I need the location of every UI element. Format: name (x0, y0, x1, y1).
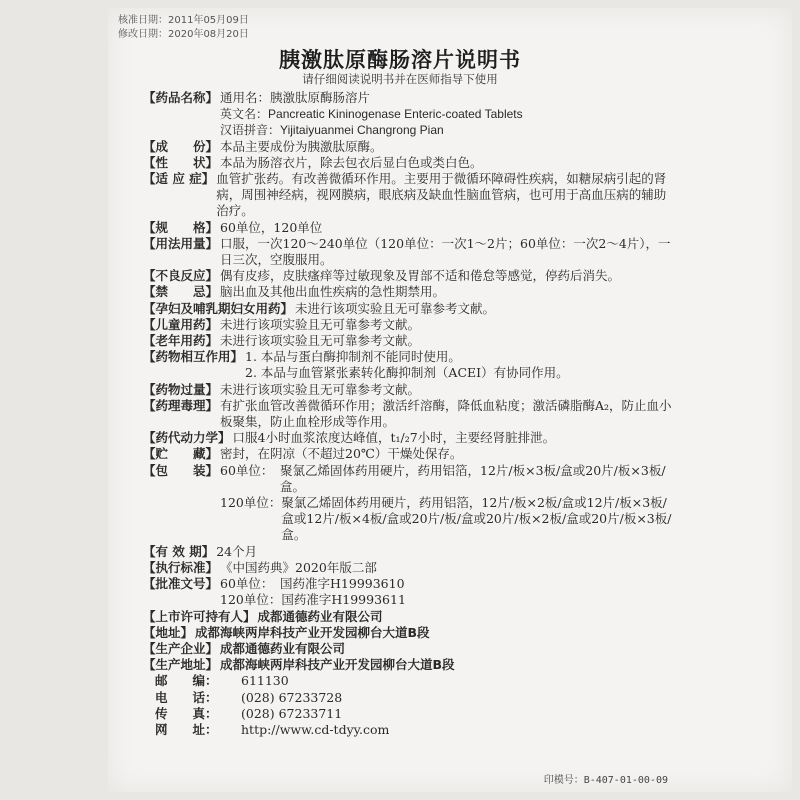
section-text: 24个月 (216, 543, 258, 559)
section-drug-name (143, 90, 673, 139)
section-label: 【用法用量】 (143, 235, 219, 251)
section-text: 本品为肠溶衣片，除去包衣后显白色或类白色。 (220, 154, 483, 170)
section-label: 【成 份】 (143, 138, 219, 154)
section-text: 未进行该项实验且无可靠参考文献。 (295, 300, 496, 316)
packaging-unit: 60单位： (220, 462, 274, 478)
section-pharmacology (143, 398, 673, 430)
section-composition (143, 139, 673, 155)
revised-date: 修改日期：2020年08月20日 (118, 29, 249, 40)
phone-value: (028) 67233728 (241, 689, 343, 705)
section-label: 【有 效 期】 (143, 543, 215, 559)
section-address (143, 625, 673, 641)
section-text: 口服4小时血浆浓度达峰值，t₁/₂7小时，主要经肾脏排泄。 (232, 430, 556, 446)
section-text: 血管扩张药。有改善微循环作用。主要用于微循环障碍性疾病，如糖尿病引起的肾病，周围神经病，视网膜病，眼底病及缺血性脑血管病，也可用于高血压病的辅助治疗。 (216, 171, 667, 219)
section-label: 【批准文号】 (143, 576, 219, 592)
section-label: 【老年用药】 (143, 333, 219, 349)
section-label: 【药物过量】 (143, 381, 219, 397)
section-label: 【药代动力学】 (143, 430, 231, 446)
section-label: 【生产地址】 (143, 657, 219, 673)
section-dosage (143, 236, 673, 268)
section-label: 【生产企业】 (143, 640, 219, 656)
section-text: 成都通德药业有限公司 (220, 640, 346, 656)
section-label: 【适 应 症】 (143, 171, 215, 187)
section-text: 未进行该项实验且无可靠参考文献。 (220, 333, 421, 349)
phone-label: 电 话： (155, 689, 218, 705)
section-text: 本品主要成份为胰激肽原酶。 (220, 138, 383, 154)
section-contraindications (143, 284, 673, 300)
approval-number: 国药准字H19993610 (280, 576, 405, 592)
interaction-item: 1. 本品与蛋白酶抑制剂不能同时使用。 (245, 349, 461, 365)
section-adverse-reactions (143, 268, 673, 284)
website-link[interactable]: http://www.cd-tdyy.com (241, 721, 390, 737)
section-text: 《中国药典》2020年版二部 (220, 559, 377, 575)
print-code: 印模号：B-407-01-00-09 (543, 775, 668, 786)
section-label: 【不良反应】 (143, 268, 219, 284)
section-label: 【地址】 (143, 624, 194, 640)
section-text: 密封，在阴凉（不超过20℃）干燥处保存。 (220, 446, 463, 462)
section-label: 【包 装】 (143, 462, 219, 478)
section-label: 【药理毒理】 (143, 397, 219, 413)
section-text: 脑出血及其他出血性疾病的急性期禁用。 (220, 284, 446, 300)
section-text: 成都海峡两岸科技产业开发园柳台大道B段 (195, 624, 430, 640)
generic-name: 通用名：胰激肽原酶肠溶片 (220, 90, 371, 105)
approval-number: 国药准字H19993611 (281, 592, 406, 608)
postcode-value: 611130 (241, 673, 289, 689)
section-standard (143, 560, 673, 576)
section-pregnancy (143, 301, 673, 317)
section-text: 未进行该项实验且无可靠参考文献。 (220, 381, 421, 397)
postcode-label: 邮 编： (155, 673, 218, 689)
approval-dates (118, 14, 249, 42)
website-label: 网 址： (155, 721, 218, 737)
section-label: 【贮 藏】 (143, 446, 219, 462)
fax-label: 传 真： (155, 705, 218, 721)
section-label: 【药品名称】 (143, 90, 219, 105)
section-specification (143, 220, 673, 236)
document-title: 胰激肽原酶肠溶片说明书 (279, 48, 521, 72)
approval-unit: 60单位： (220, 576, 274, 592)
section-text: 有扩张血管改善微循环作用；激活纤溶酶，降低血粘度；激活磷脂酶A₂，防止血小板聚集，防止血栓形成等作用。 (220, 397, 672, 430)
section-label: 【孕妇及哺乳期妇女用药】 (143, 300, 294, 316)
section-text: 成都海峡两岸科技产业开发园柳台大道B段 (220, 657, 455, 673)
section-manufacturer (143, 641, 673, 657)
section-validity (143, 544, 673, 560)
section-text: 60单位，120单位 (220, 219, 323, 235)
english-name: 英文名：Pancreatic Kininogenase Enteric-coated Tablets (220, 107, 523, 122)
section-storage (143, 446, 673, 462)
section-label: 【规 格】 (143, 219, 219, 235)
document-subtitle: 请仔细阅读说明书并在医师指导下使用 (302, 72, 498, 86)
section-text: 偶有皮疹，皮肤瘙痒等过敏现象及胃部不适和倦怠等感觉，停药后消失。 (220, 268, 621, 284)
interaction-item: 2. 本品与血管紧张素转化酶抑制剂（ACEI）有协同作用。 (245, 365, 569, 381)
packaging-text: 聚氯乙烯固体药用硬片，药用铝箔，12片/板×3板/盒或20片/板×3板/盒。 (280, 462, 666, 494)
section-appearance (143, 155, 673, 171)
pinyin-name: 汉语拼音：Yijitaiyuanmei Changrong Pian (220, 123, 444, 138)
approval-unit: 120单位： (220, 592, 282, 608)
section-label: 【上市许可持有人】 (143, 608, 256, 624)
section-mah (143, 609, 673, 625)
section-mfg-address (143, 657, 673, 673)
section-pharmacokinetics (143, 430, 673, 446)
section-packaging (143, 463, 673, 544)
section-text: 口服，一次120～240单位（120单位：一次1～2片；60单位：一次2～4片），一日三次，空腹服用。 (220, 235, 671, 268)
contact-block (143, 673, 673, 738)
fax-value: (028) 67233711 (241, 705, 343, 721)
section-text: 未进行该项实验且无可靠参考文献。 (220, 316, 421, 332)
approved-date: 核准日期：2011年05月09日 (118, 15, 249, 26)
section-label: 【性 状】 (143, 154, 219, 170)
section-pediatric (143, 317, 673, 333)
section-interactions (143, 349, 673, 381)
section-indications (143, 171, 673, 220)
packaging-text: 聚氯乙烯固体药用硬片，药用铝箔，12片/板×2板/盒或12片/板×3板/盒或12片/板×4板/盒或20片/板/盒或20片/板×2板/盒或20片/板×3板/盒。 (281, 495, 672, 543)
section-label: 【执行标准】 (143, 559, 219, 575)
section-text: 成都通德药业有限公司 (257, 608, 383, 624)
packaging-unit: 120单位： (220, 495, 282, 511)
section-label: 【禁 忌】 (143, 284, 219, 300)
section-label: 【药物相互作用】 (143, 349, 244, 365)
section-label: 【儿童用药】 (143, 316, 219, 332)
section-approval-number (143, 576, 673, 608)
section-overdose (143, 382, 673, 398)
section-geriatric (143, 333, 673, 349)
leaflet-body (143, 90, 673, 738)
